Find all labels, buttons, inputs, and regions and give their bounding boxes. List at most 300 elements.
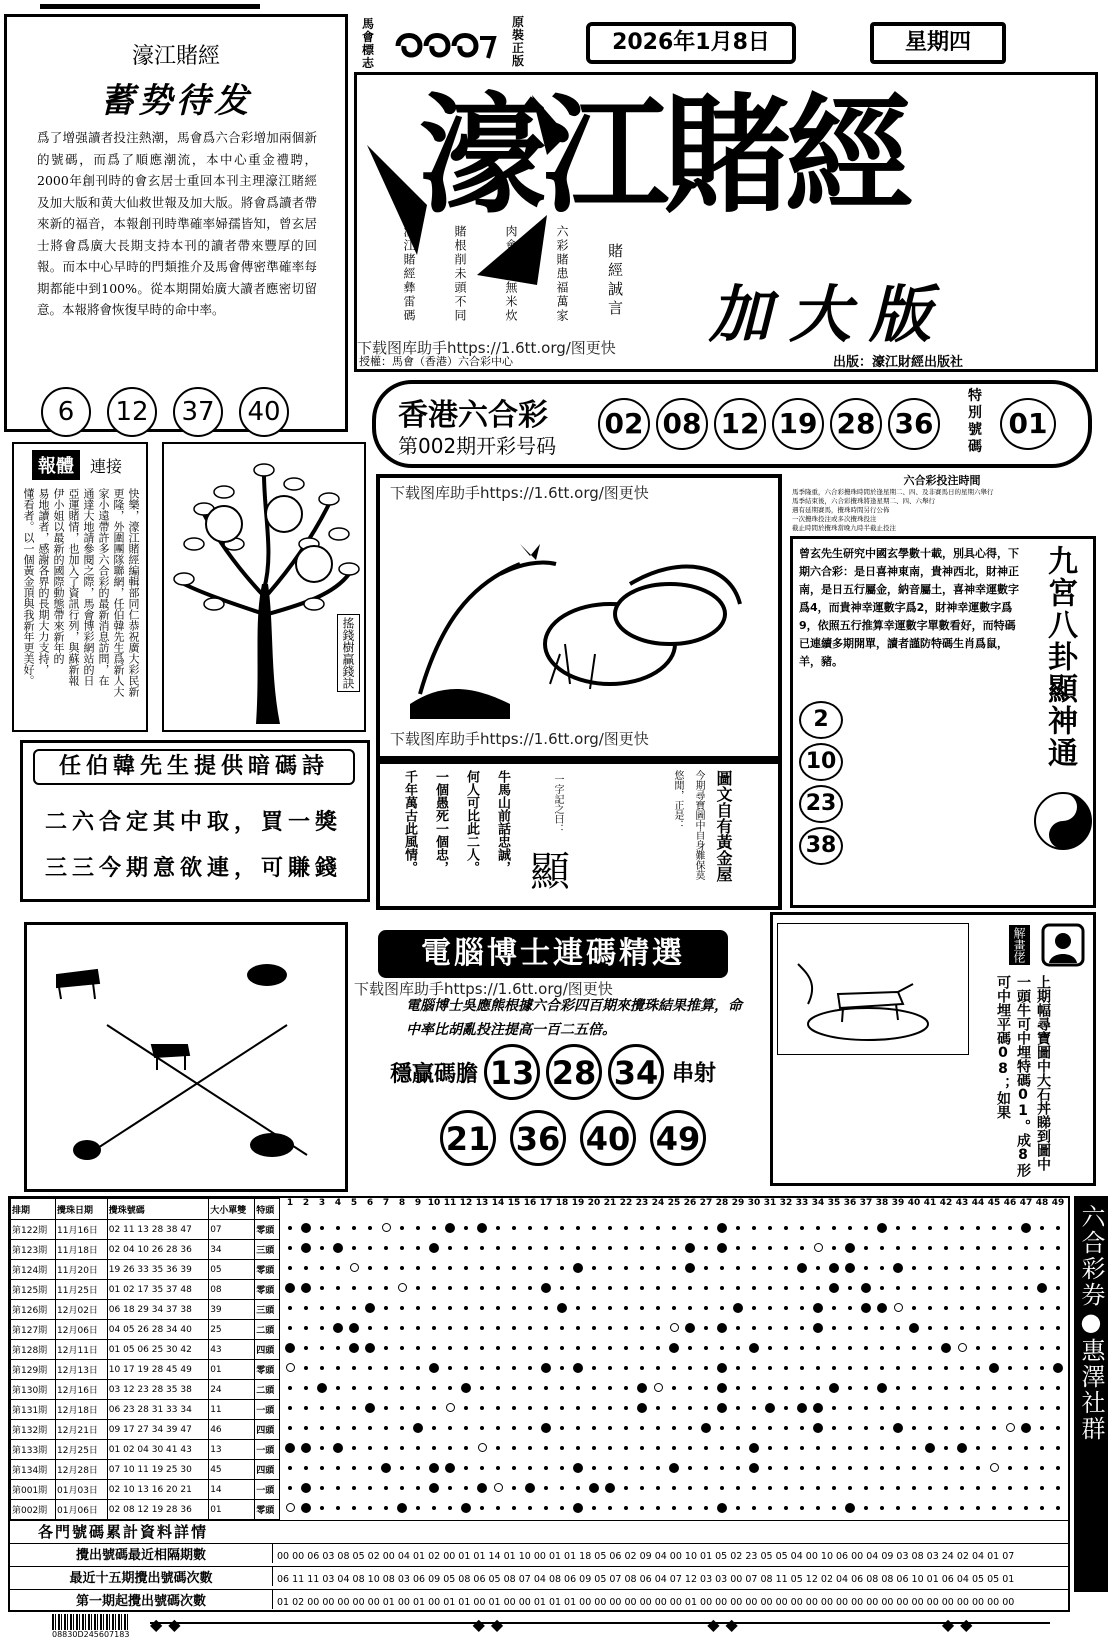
dot-cell — [714, 1357, 730, 1376]
grid-dot — [624, 1466, 628, 1470]
dot-cell — [906, 1417, 922, 1436]
grid-dot — [896, 1446, 900, 1450]
dot-grid-row — [282, 1417, 1070, 1437]
grid-dot — [336, 1406, 340, 1410]
dot-cell — [890, 1357, 906, 1376]
dot-grid-row — [282, 1377, 1070, 1397]
table-cell: 第134期 — [11, 1460, 56, 1480]
grid-dot — [765, 1403, 775, 1413]
dot-cell — [602, 1397, 618, 1416]
grid-dot — [928, 1406, 932, 1410]
dot-cell — [890, 1397, 906, 1416]
dot-cell — [282, 1357, 298, 1376]
grid-dot — [560, 1326, 564, 1330]
stats-header-cell: 排期 — [11, 1199, 56, 1220]
dot-cell — [458, 1237, 474, 1256]
dot-cell — [842, 1457, 858, 1476]
grid-dot — [640, 1326, 644, 1330]
dot-cell — [1002, 1377, 1018, 1396]
tree-caption: 搖錢樹贏錢訣 — [337, 614, 360, 692]
dot-cell — [602, 1337, 618, 1356]
grid-dot — [480, 1286, 484, 1290]
grid-dot — [717, 1223, 727, 1233]
dot-cell — [490, 1237, 506, 1256]
dot-cell — [842, 1237, 858, 1256]
dot-cell — [730, 1237, 746, 1256]
grid-dot — [1040, 1326, 1044, 1330]
stats-header-cell: 特頭 — [255, 1199, 280, 1220]
dot-cell — [426, 1257, 442, 1276]
grid-dot — [301, 1223, 311, 1233]
dot-cell — [282, 1417, 298, 1436]
dot-cell — [826, 1297, 842, 1316]
grid-dot — [848, 1386, 852, 1390]
dot-cell — [858, 1497, 874, 1516]
stats-footer-title: 各門號碼累計資料詳情 — [10, 1520, 1068, 1543]
grid-dot — [656, 1226, 660, 1230]
dot-cell — [842, 1477, 858, 1496]
grid-dot — [576, 1386, 580, 1390]
grid-dot — [829, 1263, 839, 1273]
dot-cell — [506, 1377, 522, 1396]
dot-cell — [426, 1277, 442, 1296]
grid-dot — [893, 1263, 903, 1273]
dot-cell — [874, 1257, 890, 1276]
intro-kicker: 濠江賭經 — [131, 44, 220, 69]
grid-dot — [464, 1406, 468, 1410]
grid-dot — [816, 1286, 820, 1290]
table-cell: 第130期 — [11, 1380, 56, 1400]
poem-title-frame — [33, 749, 355, 785]
dot-cell — [282, 1477, 298, 1496]
grid-dot — [301, 1503, 311, 1513]
grid-dot — [384, 1426, 388, 1430]
grid-dot — [1040, 1466, 1044, 1470]
dot-cell — [922, 1437, 938, 1456]
grid-dot — [704, 1506, 708, 1510]
grid-dot — [557, 1303, 567, 1313]
dot-cell — [1034, 1317, 1050, 1336]
dot-cell — [906, 1337, 922, 1356]
grid-dot — [464, 1486, 468, 1490]
grid-dot — [512, 1266, 516, 1270]
dot-grid-number: 26 — [683, 1198, 697, 1208]
dot-cell — [618, 1377, 634, 1396]
dot-cell — [458, 1357, 474, 1376]
dot-cell — [362, 1477, 378, 1496]
jiugong-ball: 23 — [799, 785, 843, 823]
grid-dot — [336, 1386, 340, 1390]
stats-footer-label: 最近十五期攪出號碼次數 — [10, 1567, 273, 1586]
grid-dot — [800, 1306, 804, 1310]
dot-cell — [1002, 1337, 1018, 1356]
dot-cell — [410, 1457, 426, 1476]
dot-cell — [762, 1297, 778, 1316]
dot-cell — [522, 1277, 538, 1296]
dot-cell — [842, 1217, 858, 1236]
grid-dot — [528, 1446, 532, 1450]
grid-dot — [544, 1306, 548, 1310]
dot-cell — [682, 1477, 698, 1496]
dot-cell — [522, 1337, 538, 1356]
dot-cell — [458, 1317, 474, 1336]
grid-dot — [816, 1446, 820, 1450]
grid-dot — [880, 1366, 884, 1370]
grid-dot — [624, 1266, 628, 1270]
dot-grid-row — [282, 1497, 1070, 1517]
dot-cell — [426, 1317, 442, 1336]
dot-grid-number: 16 — [523, 1198, 537, 1208]
dot-cell — [938, 1417, 954, 1436]
dot-cell — [538, 1357, 554, 1376]
grid-dot — [768, 1366, 772, 1370]
grid-dot — [832, 1246, 836, 1250]
barcode-text: 08830D245607183 — [52, 1630, 130, 1639]
dot-cell — [570, 1357, 586, 1376]
dot-cell — [698, 1437, 714, 1456]
grid-dot — [672, 1226, 676, 1230]
grid-dot — [768, 1226, 772, 1230]
grid-dot — [976, 1326, 980, 1330]
grid-dot — [397, 1503, 407, 1513]
dot-grid-row — [282, 1457, 1070, 1477]
grid-dot — [461, 1503, 471, 1513]
grid-dot — [704, 1226, 708, 1230]
grid-dot — [480, 1366, 484, 1370]
dot-cell — [666, 1217, 682, 1236]
dot-cell — [410, 1217, 426, 1236]
grid-dot — [752, 1266, 756, 1270]
grid-dot — [592, 1406, 596, 1410]
grid-dot — [909, 1323, 919, 1333]
grid-dot — [560, 1266, 564, 1270]
grid-dot — [528, 1326, 532, 1330]
dot-cell — [586, 1357, 602, 1376]
money-tree-box — [162, 442, 366, 732]
grid-dot — [848, 1406, 852, 1410]
grid-dot — [784, 1466, 788, 1470]
grid-dot — [304, 1426, 308, 1430]
dot-cell — [442, 1257, 458, 1276]
grid-dot — [432, 1386, 436, 1390]
grid-dot — [320, 1286, 324, 1290]
dot-cell — [954, 1477, 970, 1496]
dot-cell — [442, 1237, 458, 1256]
dot-cell — [378, 1477, 394, 1496]
dot-cell — [810, 1437, 826, 1456]
dot-cell — [922, 1297, 938, 1316]
grid-dot — [624, 1246, 628, 1250]
dot-cell — [410, 1377, 426, 1396]
grid-dot — [1056, 1386, 1060, 1390]
dot-cell — [362, 1277, 378, 1296]
dot-cell — [650, 1377, 666, 1396]
grid-dot — [768, 1326, 772, 1330]
grid-dot — [928, 1286, 932, 1290]
grid-dot — [736, 1426, 740, 1430]
grid-dot — [544, 1346, 548, 1350]
dot-grid-number: 2 — [302, 1198, 310, 1208]
grid-dot — [1008, 1346, 1012, 1350]
dot-cell — [426, 1437, 442, 1456]
grid-dot — [736, 1446, 740, 1450]
grid-dot — [416, 1346, 420, 1350]
dot-cell — [586, 1377, 602, 1396]
dot-cell — [586, 1457, 602, 1476]
grid-dot — [640, 1426, 644, 1430]
grid-dot — [848, 1366, 852, 1370]
dot-cell — [330, 1317, 346, 1336]
dot-cell — [922, 1217, 938, 1236]
grid-dot — [736, 1326, 740, 1330]
dot-cell — [906, 1497, 922, 1516]
dot-cell — [714, 1437, 730, 1456]
dot-cell — [954, 1417, 970, 1436]
grid-dot — [592, 1446, 596, 1450]
dot-cell — [650, 1257, 666, 1276]
dot-cell — [890, 1257, 906, 1276]
grid-dot — [446, 1403, 455, 1412]
report-col: 家小遠帶許多六合彩的最新消息訪問，在 — [97, 488, 110, 686]
issue-weekday: 星期四 — [904, 30, 971, 55]
dot-cell — [362, 1257, 378, 1276]
dot-cell — [1050, 1417, 1066, 1436]
grid-dot — [864, 1386, 868, 1390]
grid-dot — [429, 1243, 439, 1253]
dot-cell — [1018, 1237, 1034, 1256]
table-cell: 12月18日 — [56, 1400, 108, 1420]
dot-cell — [778, 1397, 794, 1416]
dot-cell — [986, 1217, 1002, 1236]
grid-dot — [352, 1246, 356, 1250]
dot-cell — [618, 1277, 634, 1296]
dot-grid-number: 23 — [635, 1198, 649, 1208]
dot-cell — [1018, 1217, 1034, 1236]
dot-cell — [762, 1337, 778, 1356]
dot-cell — [954, 1377, 970, 1396]
dot-cell — [554, 1437, 570, 1456]
grid-dot — [896, 1326, 900, 1330]
stats-header-cell: 攪珠日期 — [56, 1199, 108, 1220]
table-cell: 06 23 28 31 33 34 — [107, 1400, 208, 1420]
grid-dot — [400, 1306, 404, 1310]
dot-cell — [442, 1417, 458, 1436]
grid-dot — [944, 1446, 948, 1450]
dot-cell — [570, 1257, 586, 1276]
grid-dot — [640, 1446, 644, 1450]
dot-cell — [922, 1237, 938, 1256]
grid-dot — [704, 1246, 708, 1250]
grid-dot — [480, 1266, 484, 1270]
grid-dot — [352, 1506, 356, 1510]
grid-dot — [576, 1446, 580, 1450]
table-cell: 第126期 — [11, 1300, 56, 1320]
grid-dot — [304, 1466, 308, 1470]
dot-cell — [490, 1417, 506, 1436]
dot-cell — [922, 1357, 938, 1376]
grid-dot — [717, 1503, 727, 1513]
dot-cell — [986, 1277, 1002, 1296]
grid-dot — [304, 1326, 308, 1330]
grid-dot — [960, 1326, 964, 1330]
grid-dot — [1040, 1226, 1044, 1230]
grid-dot — [1056, 1246, 1060, 1250]
dot-cell — [522, 1217, 538, 1236]
report-col: 通達大地請參閱之際，馬會博彩網站的日 — [82, 488, 95, 686]
grid-dot — [958, 1343, 967, 1352]
dot-cell — [314, 1317, 330, 1336]
motto-col: 濠江賭經彝雷碼 — [402, 225, 416, 323]
dot-cell — [538, 1457, 554, 1476]
dot-cell — [698, 1277, 714, 1296]
grid-dot — [528, 1286, 532, 1290]
dot-cell — [602, 1497, 618, 1516]
watermark: 下载图库助手https://1.6tt.org/图更快 — [354, 980, 613, 998]
dot-cell — [298, 1257, 314, 1276]
report-text — [22, 488, 140, 724]
dot-grid-number: 3 — [318, 1198, 326, 1208]
dot-cell — [730, 1357, 746, 1376]
grid-dot — [288, 1406, 292, 1410]
grid-dot — [896, 1286, 900, 1290]
grid-dot — [928, 1426, 932, 1430]
grid-dot — [784, 1226, 788, 1230]
grid-dot — [608, 1366, 612, 1370]
dot-grid-number: 24 — [651, 1198, 665, 1208]
dot-cell — [298, 1457, 314, 1476]
grid-dot — [768, 1306, 772, 1310]
grid-dot — [720, 1446, 724, 1450]
table-cell: 03 12 23 28 35 38 — [107, 1380, 208, 1400]
grid-dot — [1040, 1346, 1044, 1350]
dot-cell — [458, 1477, 474, 1496]
grid-dot — [688, 1486, 692, 1490]
grid-dot — [285, 1443, 295, 1453]
dot-cell — [298, 1437, 314, 1456]
dot-cell — [922, 1317, 938, 1336]
dot-cell — [538, 1437, 554, 1456]
grid-dot — [416, 1286, 420, 1290]
grid-dot — [752, 1486, 756, 1490]
dot-cell — [1002, 1317, 1018, 1336]
grid-dot — [880, 1426, 884, 1430]
solver-text: 上期幅尋寶圖中大石丼睇到圖中一頭牛可中埋特碼01。成8形可中埋平碼08；如果 — [995, 975, 1051, 1177]
special-label: 特別號碼 — [968, 388, 982, 455]
dot-cell — [634, 1217, 650, 1236]
riddle-right — [670, 770, 735, 904]
dot-grid-number: 21 — [603, 1198, 617, 1208]
dot-cell — [634, 1377, 650, 1396]
dot-cell — [362, 1237, 378, 1256]
dot-cell — [666, 1237, 682, 1256]
grid-dot — [752, 1226, 756, 1230]
grid-dot — [800, 1366, 804, 1370]
grid-dot — [832, 1426, 836, 1430]
grid-dot — [560, 1226, 564, 1230]
dot-cell — [730, 1417, 746, 1436]
grid-dot — [749, 1343, 759, 1353]
grid-dot — [592, 1466, 596, 1470]
grid-dot — [592, 1426, 596, 1430]
dot-cell — [538, 1217, 554, 1236]
grid-dot — [448, 1306, 452, 1310]
dot-cell — [922, 1257, 938, 1276]
grid-dot — [464, 1226, 468, 1230]
grid-dot — [848, 1446, 852, 1450]
dot-cell — [314, 1477, 330, 1496]
grid-dot — [656, 1486, 660, 1490]
table-cell: 01 02 17 35 37 48 — [107, 1280, 208, 1300]
dot-cell — [442, 1337, 458, 1356]
grid-dot — [688, 1306, 692, 1310]
riddle-col: 今期尋寶圖中自身難保莫 — [693, 770, 704, 880]
grid-dot — [496, 1366, 500, 1370]
dot-cell — [362, 1297, 378, 1316]
dot-cell — [618, 1337, 634, 1356]
grid-dot — [813, 1323, 823, 1333]
grid-dot — [448, 1246, 452, 1250]
dot-grid-number: 49 — [1051, 1198, 1065, 1208]
dot-grid-header — [282, 1198, 1070, 1217]
grid-dot — [752, 1386, 756, 1390]
grid-dot — [992, 1506, 996, 1510]
grid-dot — [384, 1306, 388, 1310]
grid-dot — [288, 1246, 292, 1250]
grid-dot — [685, 1263, 695, 1273]
grid-dot — [800, 1446, 804, 1450]
grid-dot — [1024, 1246, 1028, 1250]
dot-cell — [698, 1297, 714, 1316]
dot-cell — [986, 1337, 1002, 1356]
grid-dot — [432, 1346, 436, 1350]
dot-cell — [490, 1297, 506, 1316]
dot-cell — [426, 1357, 442, 1376]
grid-dot — [685, 1323, 695, 1333]
authorized-line: 授權：馬會（香港）六合彩中心 — [359, 355, 513, 368]
dot-cell — [1018, 1317, 1034, 1336]
dot-grid-number: 15 — [507, 1198, 521, 1208]
grid-dot — [944, 1406, 948, 1410]
table-row — [11, 1340, 280, 1360]
table-cell: 二頭 — [255, 1320, 280, 1340]
grid-dot — [592, 1266, 596, 1270]
grid-dot — [320, 1226, 324, 1230]
dot-cell — [650, 1217, 666, 1236]
grid-dot — [768, 1426, 772, 1430]
grid-dot — [624, 1306, 628, 1310]
grid-dot — [688, 1406, 692, 1410]
grid-dot — [448, 1366, 452, 1370]
grid-dot — [688, 1286, 692, 1290]
grid-dot — [432, 1226, 436, 1230]
dot-cell — [650, 1437, 666, 1456]
dot-cell — [906, 1237, 922, 1256]
dot-cell — [442, 1477, 458, 1496]
dot-cell — [762, 1437, 778, 1456]
dot-cell — [698, 1397, 714, 1416]
dot-cell — [602, 1297, 618, 1316]
grid-dot — [1040, 1246, 1044, 1250]
poem-line2: 三三今期意欲連，可賺錢 — [45, 855, 343, 881]
grid-dot — [816, 1466, 820, 1470]
table-cell: 第132期 — [11, 1420, 56, 1440]
result-ball: 19 — [772, 398, 824, 450]
dot-cell — [650, 1497, 666, 1516]
grid-dot — [992, 1306, 996, 1310]
grid-dot — [800, 1506, 804, 1510]
dot-cell — [282, 1437, 298, 1456]
grid-dot — [448, 1346, 452, 1350]
